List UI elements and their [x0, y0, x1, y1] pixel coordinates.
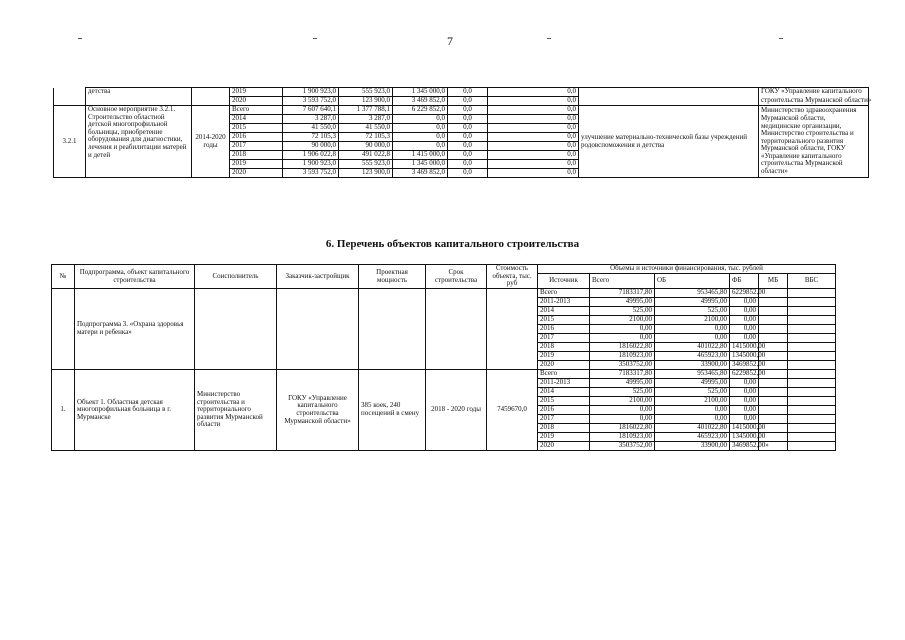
header-mb: МБ: [759, 274, 788, 289]
page-number: 7: [447, 34, 453, 48]
table-row: 2014 3 287,0 3 287,0 0,0 0,0 0,0: [54, 115, 869, 124]
object-coexec: Министерство строительства и территориального развития Мурманской области: [195, 370, 277, 451]
table-row: 2015 41 550,0 41 550,0 0,0 0,0 0,0: [54, 124, 869, 133]
header-ob: ОБ: [655, 274, 730, 289]
activities-table: [53, 87, 872, 178]
table-header-row: [52, 265, 836, 274]
section-title: 6. Перечень объектов капитального строительства: [325, 238, 580, 250]
header-total: Всего: [590, 274, 655, 289]
header-dash: [313, 38, 317, 39]
table-row: 2019 1810923,00 465923,00 1345000,00: [52, 352, 836, 361]
header-dash: [78, 38, 82, 39]
table-row: 2019 1810923,00 465923,00 1345000,00: [52, 433, 836, 442]
table-row: 2020 3 593 752,0 123 900,0 3 469 852,0 0,0 0,0 строительства Мурманской области»: [54, 97, 869, 106]
object-term: 2018 - 2020 годы: [426, 370, 487, 451]
header-capacity: Проектная мощность: [359, 265, 426, 289]
table-row: 2014 525,00 525,00 0,00: [52, 388, 836, 397]
activity-name: Основное мероприятие 3.2.1. Строительство областной детской многопрофильной больницы, приобретение оборудования для диагностики, лечения и реабилитации матерей и детей: [86, 106, 192, 178]
table-row: 2020 3503752,00 33900,00 3469852,00»: [52, 442, 836, 451]
header-customer: Заказчик-застройщик: [277, 265, 359, 289]
table-row: детства 2019 1 900 923,0 555 923,0 1 345 000,0 0,0 0,0 ГОКУ «Управление капитального: [54, 88, 869, 97]
table-row: 2015 2100,00 2100,00 0,00: [52, 316, 836, 325]
header-dash: [547, 38, 551, 39]
executor-cont: ГОКУ «Управление капитального: [759, 88, 869, 97]
object-name: Объект 1. Областная детская многопрофильная больница в г. Мурманске: [75, 370, 195, 451]
object-customer: ГОКУ «Управление капитального строительства Мурманской области»: [277, 370, 359, 451]
table-row: 2016 0,00 0,00 0,00: [52, 406, 836, 415]
object-cost: 7459670,0: [487, 370, 538, 451]
table-row: 2020 3 593 752,0 123 900,0 3 469 852,0 0,0 0,0: [54, 169, 869, 178]
header-cost: Стоимость объекта, тыс. руб: [487, 265, 538, 289]
header-source: Источник: [538, 274, 590, 289]
table-row: 2018 1816022,80 401022,80 1415000,00: [52, 424, 836, 433]
header-num: №: [52, 265, 75, 289]
table-row: 2014 525,00 525,00 0,00: [52, 307, 836, 316]
table-row: 2017 90 000,0 90 000,0 0,0 0,0 0,0: [54, 142, 869, 151]
table-row: Подпрограмма 3. «Охрана здоровья матери и ребенка» Всего 7183317,80 953465,80 6229852,00: [52, 289, 836, 298]
activity-term: 2014-2020 годы: [192, 106, 230, 178]
table-row: 2016 72 105,3 72 105,3 0,0 0,0 0,0: [54, 133, 869, 142]
object-number: 1.: [52, 370, 75, 451]
header-vbs: ВБС: [788, 274, 836, 289]
table-row: 2019 1 900 923,0 555 923,0 1 345 000,0 0,0 0,0: [54, 160, 869, 169]
header-fb: ФБ: [730, 274, 759, 289]
table-row: 2011-2013 49995,00 49995,00 0,00: [52, 298, 836, 307]
object-capacity: 385 коек, 240 посещений в смену: [359, 370, 426, 451]
table-row: 2016 0,00 0,00 0,00: [52, 325, 836, 334]
header-funding: Объемы и источники финансирования, тыс. рублей: [538, 265, 836, 274]
header-dash: [779, 38, 783, 39]
table-row: 2017 0,00 0,00 0,00: [52, 334, 836, 343]
subprogram-name: Подпрограмма 3. «Охрана здоровья матери и ребенка»: [75, 289, 195, 370]
table-row: 3.2.1 Основное мероприятие 3.2.1. Строительство областной детской многопрофильной больницы, приобретение оборудования для диагностики, лечения и реабилитации матерей и детей 2014-2020 годы Всего 7 607 640,1 1 377 788,1 6 229 852,0 0,0 0,0 улучшение материально-технической базы учреждений родовспоможения и детства Министерство здравоохранения Мурманской области, медицинские организации, Министерство строительства и территориального развития Мурманской области, ГОКУ «Управление капитального строительства Мурманской области»: [54, 106, 869, 115]
header-term: Срок строительства: [426, 265, 487, 289]
table-row: 2020 3503752,00 33900,00 3469852,00: [52, 361, 836, 370]
activity-number: 3.2.1: [54, 106, 86, 178]
header-program: Подпрограмма, объект капитального строительства: [75, 265, 195, 289]
table-row: 2011-2013 49995,00 49995,00 0,00: [52, 379, 836, 388]
header-coexec: Соисполнитель: [195, 265, 277, 289]
activity-executor: Министерство здравоохранения Мурманской области, медицинские организации, Министерство строительства и территориального развития Мурманской области, ГОКУ «Управление капитального строительства Мурманской области»: [759, 106, 869, 178]
capital-construction-table: [51, 264, 836, 451]
table-row: 1. Объект 1. Областная детская многопрофильная больница в г. Мурманске Министерство строительства и территориального развития Мурманской области ГОКУ «Управление капитального строительства Мурманской области» 385 коек, 240 посещений в смену 2018 - 2020 годы 7459670,0 Всего 7183317,80 953465,80 6229852,00: [52, 370, 836, 379]
table-row: 2015 2100,00 2100,00 0,00: [52, 397, 836, 406]
activity-result: улучшение материально-технической базы учреждений родовспоможения и детства: [579, 106, 759, 178]
table-row: 2018 1816022,80 401022,80 1415000,00: [52, 343, 836, 352]
activity-name-cont: детства: [86, 88, 192, 97]
table-row: 2018 1 906 022,8 491 022,8 1 415 000,0 0,0 0,0: [54, 151, 869, 160]
table-row: 2017 0,00 0,00 0,00: [52, 415, 836, 424]
